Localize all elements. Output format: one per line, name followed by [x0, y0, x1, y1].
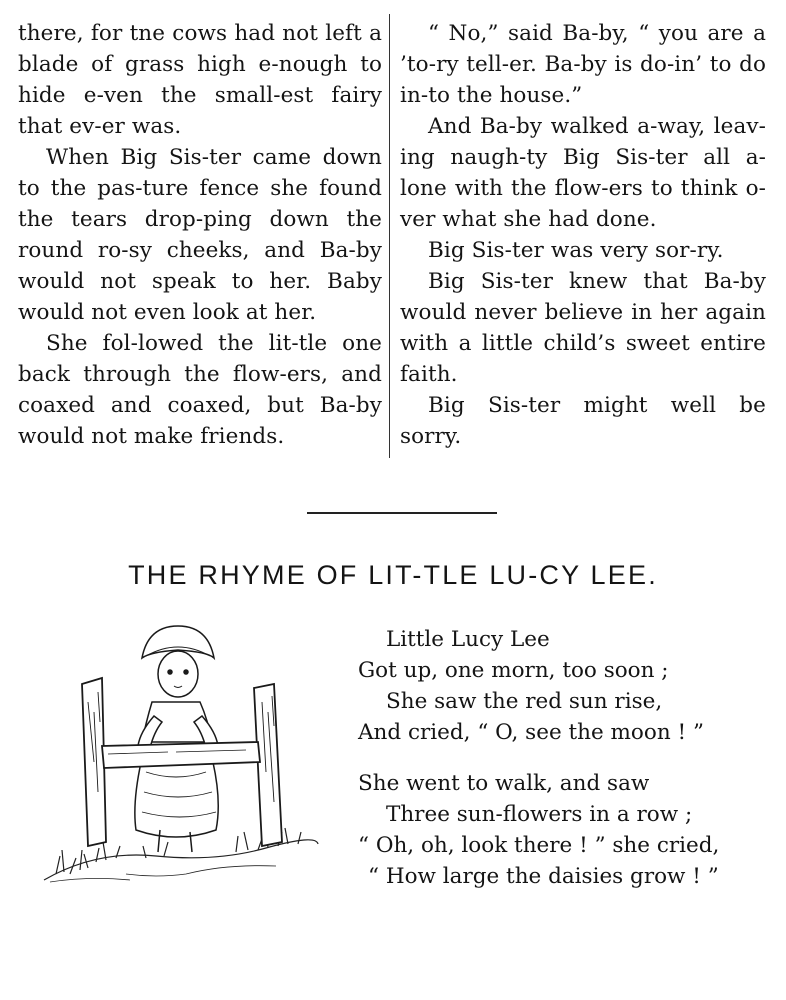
story-paragraph: She fol-lowed the lit-tle one back through the flow-ers, and coaxed and coaxed, but Ba-by would not make friends. [18, 331, 382, 449]
story-paragraph: “ No,” said Ba-by, “ you are a ’to-ry tell-er. Ba-by is do-in’ to do in-to the house.” [400, 21, 766, 108]
poem-line: Three sun-flowers in a row ; [386, 802, 693, 827]
story-paragraph: When Big Sis-ter came down to the pas-ture fence she found the tears drop-ping down the round ro-sy cheeks, and Ba-by would not speak to her. Baby would not even look at her. [18, 145, 382, 325]
story-paragraph: Big Sis-ter was very sor-ry. [428, 238, 724, 263]
poem-stanza [358, 624, 768, 748]
story-paragraph: there, for tne cows had not left a blade of grass high e-nough to hide e-ven the small-est fairy that ev-er was. [18, 21, 382, 139]
fence-rail [102, 742, 260, 768]
section-divider [307, 512, 497, 514]
story-columns [0, 0, 786, 470]
poem-stanza [358, 768, 768, 892]
girl-at-fence-illustration [36, 612, 326, 892]
story-paragraph: Big Sis-ter knew that Ba-by would never believe in her again with a little child’s sweet entire faith. [400, 269, 766, 387]
column-divider [389, 14, 390, 458]
girl-figure [135, 626, 218, 852]
story-paragraph: And Ba-by walked a-way, leav-ing naugh-ty Big Sis-ter all a-lone with the flow-ers to think o-ver what she had done. [400, 114, 766, 232]
poem-line: “ Oh, oh, look there ! ” she cried, [358, 833, 720, 858]
poem-line: Got up, one morn, too soon ; [358, 658, 669, 683]
fence-post-left [82, 678, 106, 846]
poem-title: THE RHYME OF LIT-TLE LU-CY LEE. [128, 560, 658, 590]
poem [358, 624, 768, 912]
poem-line: And cried, “ O, see the moon ! ” [358, 720, 704, 745]
poem-line: She saw the red sun rise, [386, 689, 663, 714]
poem-line: “ How large the daisies grow ! ” [368, 864, 719, 889]
fence-post-right [254, 684, 282, 846]
poem-line: She went to walk, and saw [358, 771, 650, 796]
story-paragraph: Big Sis-ter might well be sorry. [400, 393, 766, 449]
poem-line: Little Lucy Lee [386, 627, 550, 652]
story-right-column [400, 18, 766, 452]
story-left-column [18, 18, 382, 452]
